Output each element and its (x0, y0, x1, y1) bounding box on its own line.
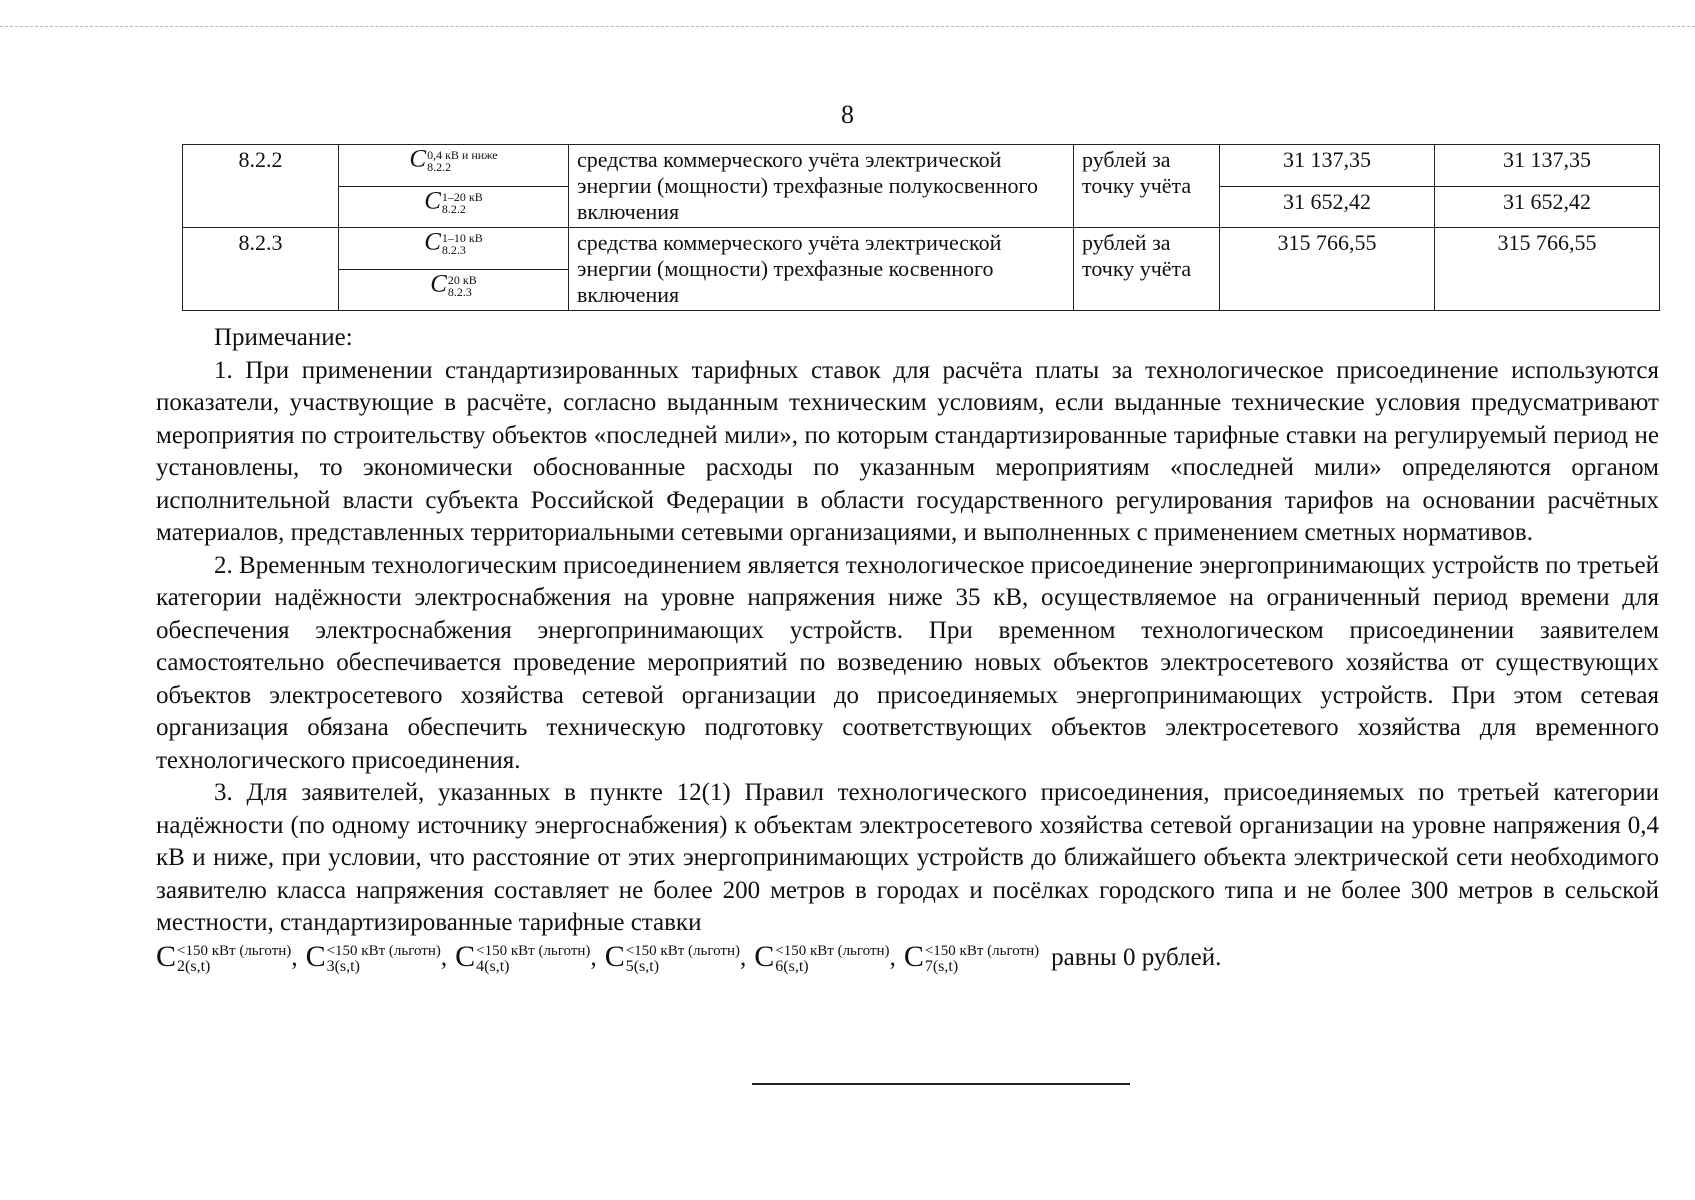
rate-separator: , (590, 944, 597, 972)
tariff-symbol: C 1–20 кВ 8.2.2 (424, 187, 483, 216)
rate-tail-text: равны 0 рублей. (1051, 944, 1222, 972)
tariff-symbol-cell (339, 269, 569, 311)
rate-symbols-line (156, 939, 1659, 975)
notes-section (156, 322, 1659, 975)
notes-title: Примечание: (214, 324, 353, 351)
description-cell: средства коммерческого учёта электрической энергии (мощности) трехфазные косвенного включения (569, 228, 1074, 311)
rate-symbol: C <150 кВт (льготн) 3(s,t) (305, 939, 441, 975)
value-cell: 31 652,42 (1220, 186, 1435, 228)
value-cell: 31 652,42 (1435, 186, 1660, 228)
page-number: 8 (841, 100, 854, 129)
scan-edge-line (0, 26, 1695, 27)
table-row (183, 228, 1660, 270)
value-cell: 315 766,55 (1220, 228, 1435, 311)
rate-separator: , (889, 944, 896, 972)
tariff-symbol: C 0,4 кВ и ниже 8.2.2 (409, 146, 498, 175)
rate-separator: , (440, 944, 448, 972)
value-cell: 315 766,55 (1435, 228, 1660, 311)
note-paragraph-2: 2. Временным технологическим присоединением является технологическое присоединение энергопринимающих устройств по третьей категории надёжности электроснабжения на уровне напряжения ниже 35 кВ, осуществляемое на ограниченный период времени для обеспечения электроснабжения энергопринимающих устройств. При временном технологическом присоединении заявителем самостоятельно обеспечивается проведение мероприятий по возведению новых объектов электросетевого хозяйства от существующих объектов электросетевого хозяйства сетевой организации до присоединяемых энергопринимающих устройств. При этом сетевая организация обязана обеспечить техническую подготовку соответствующих объектов электросетевого хозяйства для временного технологического присоединения. (156, 551, 1659, 774)
value-cell: 31 137,35 (1220, 145, 1435, 187)
rate-separator: , (291, 944, 298, 972)
rate-symbol: C <150 кВт (льготн) 7(s,t) (903, 939, 1040, 975)
tariff-symbol-cell (339, 186, 569, 228)
rate-symbol: C <150 кВт (льготн) 6(s,t) (754, 939, 890, 975)
tariff-symbol: C 20 кВ 8.2.3 (430, 270, 477, 299)
end-rule-line (752, 1083, 1130, 1085)
table-row (183, 145, 1660, 187)
note-paragraph-3: 3. Для заявителей, указанных в пункте 12(1) Правил технологического присоединения, присоединяемых по третьей категории надёжности (по одному источнику энергоснабжения) к объектам электросетевого хозяйства сетевой организации на уровне напряжения 0,4 кВ и ниже, при условии, что расстояние от этих энергопринимающих устройств до ближайшего объекта электрической сети необходимого заявителю класса напряжения составляет не более 200 метров в городах и посёлках городского типа и не более 300 метров в сельской местности, стандартизированные тарифные ставки (156, 779, 1659, 936)
rate-symbol: C <150 кВт (льготн) 4(s,t) (455, 939, 591, 975)
rate-separator: , (740, 944, 747, 972)
value-cell: 31 137,35 (1435, 145, 1660, 187)
tariff-symbol: C 1–10 кВ 8.2.3 (424, 229, 483, 258)
item-number: 8.2.3 (183, 228, 339, 311)
unit-cell: рублей за точку учёта (1074, 145, 1220, 228)
item-number: 8.2.2 (183, 145, 339, 228)
rate-symbol: C <150 кВт (льготн) 2(s,t) (156, 939, 292, 975)
tariff-table (182, 144, 1660, 311)
tariff-symbol-cell (339, 145, 569, 187)
description-cell: средства коммерческого учёта электрической энергии (мощности) трехфазные полукосвенного включения (569, 145, 1074, 228)
note-paragraph-1: 1. При применении стандартизированных тарифных ставок для расчёта платы за технологическое присоединение используются показатели, участвующие в расчёте, согласно выданным техническим условиям, если выданные технические условия предусматривают мероприятия по строительству объектов «последней мили», по которым стандартизированные тарифные ставки на регулируемый период не установлены, то экономически обоснованные расходы по указанным мероприятиям «последней мили» определяются органом исполнительной власти субъекта Российской Федерации в области государственного регулирования тарифов на основании расчётных материалов, представленных территориальными сетевыми организациями, и выполненных с применением сметных нормативов. (156, 356, 1659, 546)
tariff-symbol-cell (339, 228, 569, 270)
unit-cell: рублей за точку учёта (1074, 228, 1220, 311)
rate-symbol: C <150 кВт (льготн) 5(s,t) (604, 939, 740, 975)
